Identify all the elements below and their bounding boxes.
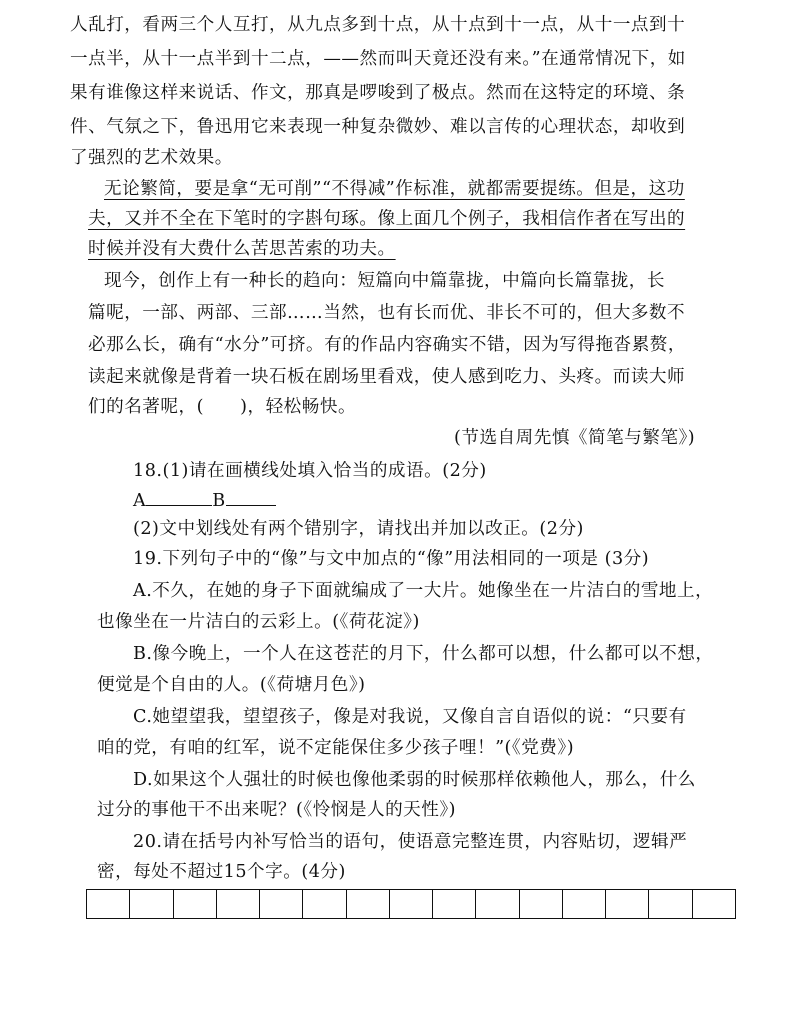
answer-cell[interactable] [303, 890, 346, 918]
answer-cell[interactable] [520, 890, 563, 918]
option-line: 便觉是个自由的人。(《荷塘月色》) [97, 675, 366, 695]
answer-cell[interactable] [260, 890, 303, 918]
blank-a-label: A [133, 491, 147, 511]
answer-cell[interactable] [217, 890, 260, 918]
blank-a-line [146, 487, 212, 506]
text-line: 了强烈的艺术效果。 [70, 148, 233, 168]
underlined-line: 夫，又并不全在下笔时的字斟句琢。像上面几个例子，我相信作者在写出的 [88, 209, 686, 229]
source-citation: (节选自周先慎《简笔与繁笔》) [454, 428, 696, 448]
question-20-cont: 密，每处不超过15个字。(4分) [97, 862, 346, 882]
answer-cell[interactable] [433, 890, 476, 918]
text-line: 读起来就像是背着一块石板在剧场里看戏，使人感到吃力、头疼。而读大师 [88, 367, 686, 387]
text-line: 必那么长，确有“水分”可挤。有的作品内容确实不错，因为写得拖沓累赘， [88, 335, 686, 355]
answer-cell[interactable] [476, 890, 519, 918]
option-line: 咱的党，有咱的红军，说不定能保住多少孩子哩！”(《党费》) [97, 738, 575, 758]
option-line: 过分的事他干不出来呢？(《怜悯是人的天性》) [97, 800, 457, 820]
answer-cell[interactable] [649, 890, 692, 918]
blank-b-line [226, 487, 276, 506]
question-18-2: (2)文中划线处有两个错别字，请找出并加以改正。(2分) [133, 519, 584, 539]
text-line: 件、气氛之下，鲁迅用它来表现一种复杂微妙、难以言传的心理状态，却收到 [70, 117, 686, 137]
text-line: 篇呢，一部、两部、三部……当然，也有长而优、非长不可的，但大多数不 [88, 303, 686, 323]
answer-cell[interactable] [130, 890, 173, 918]
option-line: 也像坐在一片洁白的云彩上。(《荷花淀》) [97, 612, 420, 632]
question-19: 19.下列句子中的“像”与文中加点的“像”用法相同的一项是 (3分) [133, 549, 650, 569]
answer-cell[interactable] [606, 890, 649, 918]
underlined-line: 无论繁简，要是拿“无可削”“不得减”作标准，就都需要提练。但是，这功 [104, 179, 685, 199]
text-line: 们的名著呢，( )，轻松畅快。 [88, 397, 357, 417]
answer-cell[interactable] [174, 890, 217, 918]
answer-cell[interactable] [563, 890, 606, 918]
option-line: A.不久，在她的身子下面就编成了一大片。她像坐在一片洁白的雪地上， [133, 581, 714, 601]
answer-cell[interactable] [87, 890, 130, 918]
answer-cell[interactable] [390, 890, 433, 918]
answer-cell[interactable] [693, 890, 735, 918]
question-18-1: 18.(1)请在画横线处填入恰当的成语。(2分) [133, 461, 487, 481]
blank-b-label: B [212, 491, 226, 511]
text-line: 现今，创作上有一种长的趋向：短篇向中篇靠拢，中篇向长篇靠拢，长 [104, 271, 665, 291]
text-line: 一点半，从十一点半到十二点，——然而叫天竟还没有来。”在通常情况下，如 [70, 49, 686, 69]
answer-grid[interactable] [86, 889, 736, 919]
underlined-line: 时候并没有大费什么苦思苦索的功夫。 [88, 239, 396, 259]
answer-cell[interactable] [347, 890, 390, 918]
text-line: 果有谁像这样来说话、作文，那真是啰唆到了极点。然而在这特定的环境、条 [70, 83, 686, 103]
question-20: 20.请在括号内补写恰当的语句，使语意完整连贯，内容贴切，逻辑严 [133, 832, 688, 852]
text-line: 人乱打，看两三个人互打，从九点多到十点，从十点到十一点，从十一点到十 [70, 15, 686, 35]
option-line: B.像今晚上，一个人在这苍茫的月下，什么都可以想，什么都可以不想， [133, 644, 714, 664]
option-line: D.如果这个人强壮的时候也像他柔弱的时候那样依赖他人，那么，什么 [133, 770, 696, 790]
question-18-blanks [133, 487, 276, 514]
option-line: C.她望望我，望望孩子，像是对我说，又像自言自语似的说：“只要有 [133, 707, 687, 727]
